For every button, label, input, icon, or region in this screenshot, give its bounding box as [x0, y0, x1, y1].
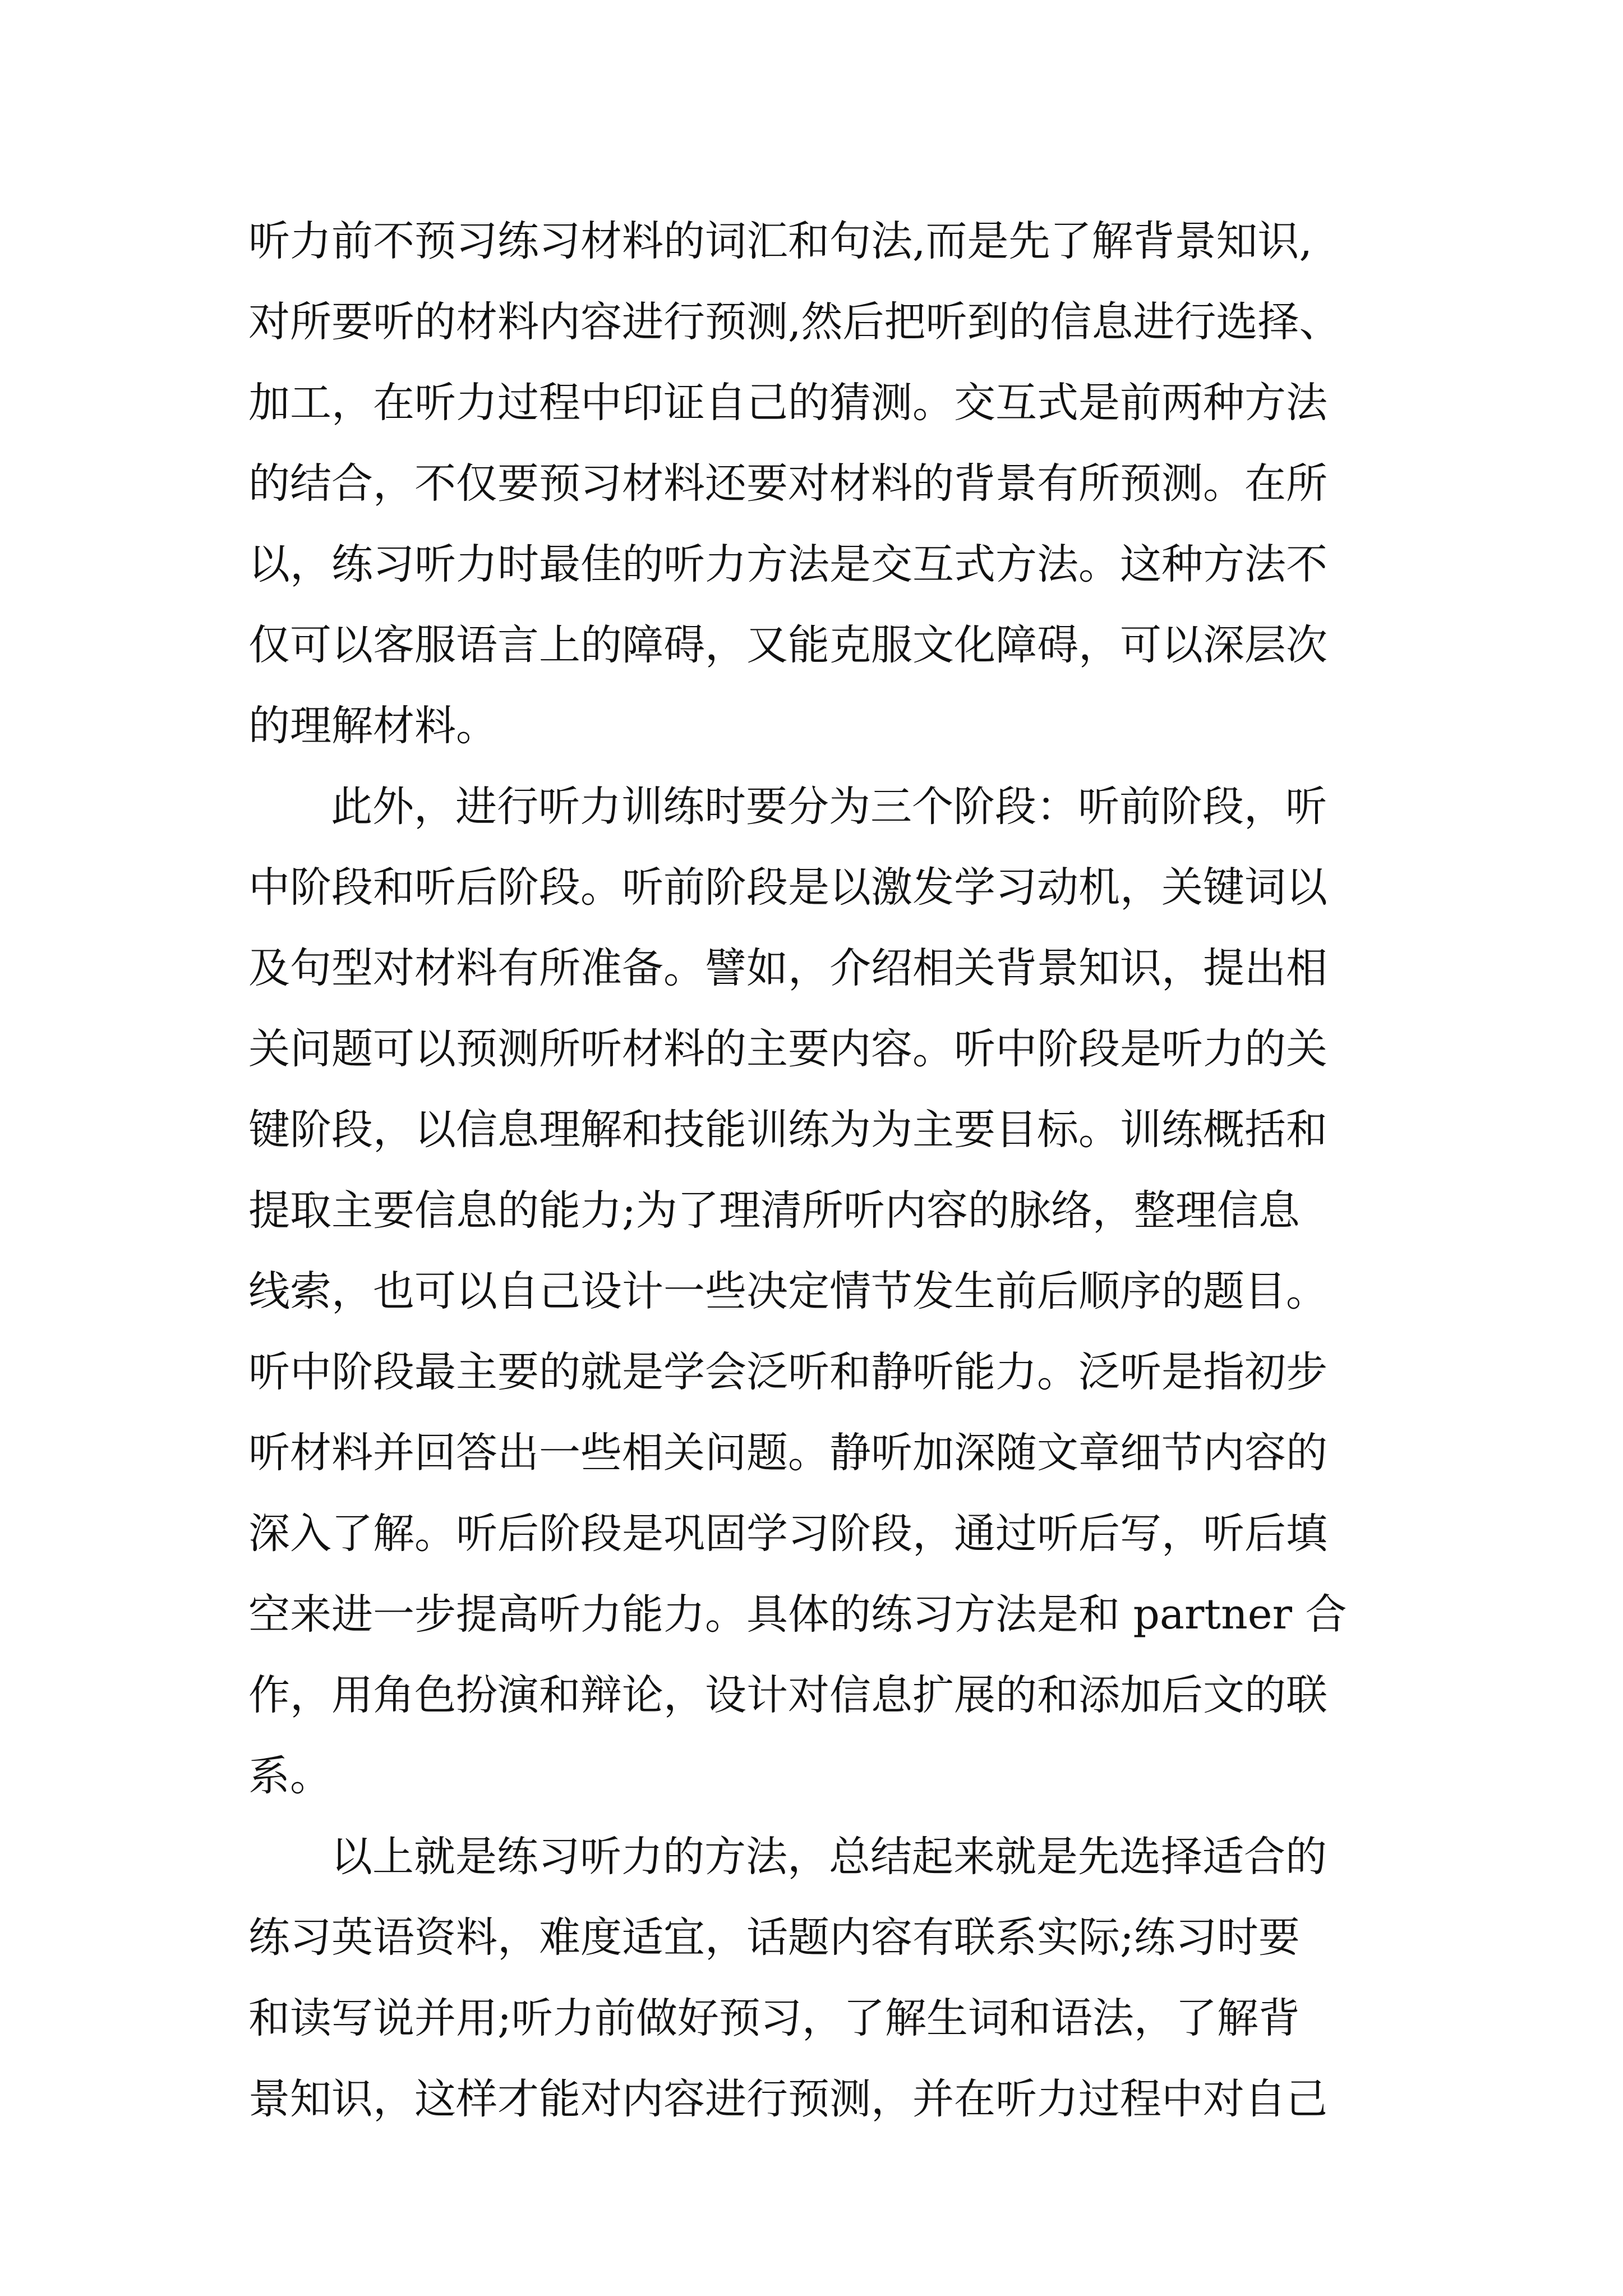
text-line: 关问题可以预测所听材料的主要内容。听中阶段是听力的关 [248, 1025, 1327, 1073]
text-line: 对所要听的材料内容进行预测,然后把听到的信息进行选择、 [248, 298, 1341, 346]
text-line: 练习英语资料，难度适宜，话题内容有联系实际;练习时要 [248, 1913, 1300, 1962]
text-line: 深入了解。听后阶段是巩固学习阶段，通过听后写，听后填 [248, 1510, 1327, 1558]
text-line: 作，用角色扮演和辩论，设计对信息扩展的和添加后文的联 [248, 1671, 1327, 1719]
text-line: 键阶段，以信息理解和技能训练为为主要目标。训练概括和 [248, 1106, 1327, 1154]
text-line: 和读写说并用;听力前做好预习，了解生词和语法，了解背 [248, 1994, 1300, 2042]
text-line: 以，练习听力时最佳的听力方法是交互式方法。这种方法不 [248, 540, 1327, 588]
text-line: 系。 [248, 1752, 331, 1800]
text-line: 的理解材料。 [248, 702, 497, 750]
text-line: 仅可以客服语言上的障碍，又能克服文化障碍，可以深层次 [248, 621, 1327, 669]
text-line: 线索，也可以自己设计一些决定情节发生前后顺序的题目。 [248, 1267, 1327, 1315]
text-line: 加工，在听力过程中印证自己的猜测。交互式是前两种方法 [248, 379, 1327, 427]
paragraph-first-line: 此外，进行听力训练时要分为三个阶段：听前阶段，听 [331, 783, 1327, 831]
text-line: 听力前不预习练习材料的词汇和句法,而是先了解背景知识, [248, 217, 1313, 265]
text-line: 空来进一步提高听力能力。具体的练习方法是和 partner 合 [248, 1590, 1347, 1639]
text-line: 提取主要信息的能力;为了理清所听内容的脉络，整理信息 [248, 1186, 1300, 1235]
text-line: 及句型对材料有所准备。譬如，介绍相关背景知识，提出相 [248, 944, 1327, 992]
text-line: 的结合，不仅要预习材料还要对材料的背景有所预测。在所 [248, 459, 1327, 508]
paragraph-first-line: 以上就是练习听力的方法，总结起来就是先选择适合的 [331, 1833, 1327, 1881]
text-line: 景知识，这样才能对内容进行预测，并在听力过程中对自己 [248, 2075, 1327, 2123]
text-line: 中阶段和听后阶段。听前阶段是以激发学习动机，关键词以 [248, 863, 1327, 912]
text-line: 听材料并回答出一些相关问题。静听加深随文章细节内容的 [248, 1429, 1327, 1477]
text-line: 听中阶段最主要的就是学会泛听和静听能力。泛听是指初步 [248, 1348, 1327, 1396]
